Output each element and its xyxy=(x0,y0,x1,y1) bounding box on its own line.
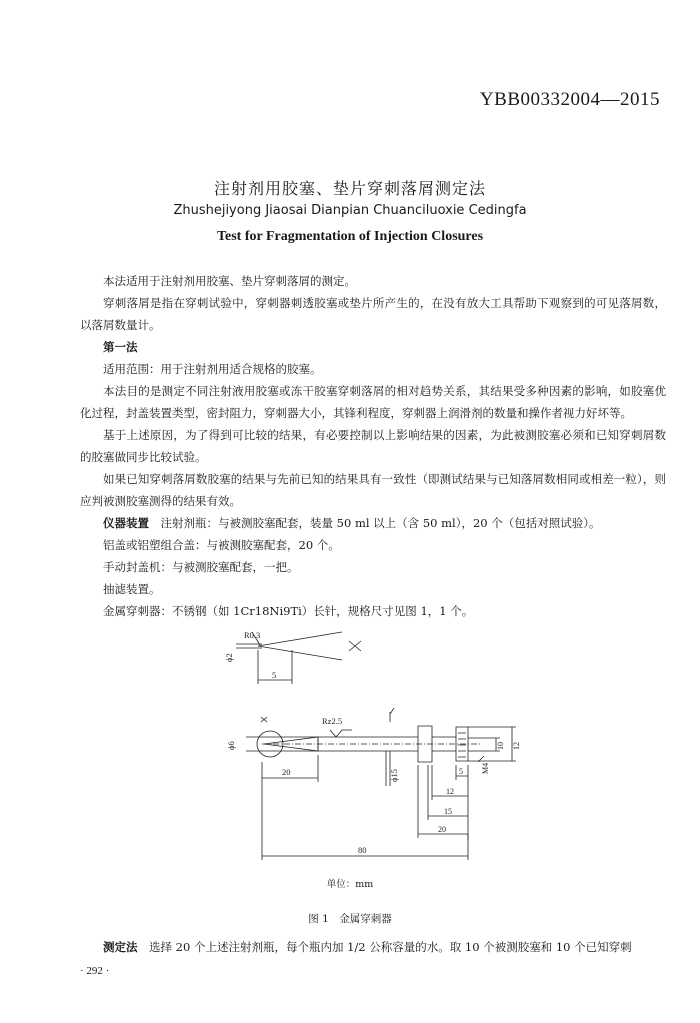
tip-detail-outline xyxy=(258,632,342,660)
apparatus-label: 仪器装置 xyxy=(103,516,149,530)
procedure-label: 测定法 xyxy=(103,940,138,954)
heading-method-1 xyxy=(80,336,666,358)
dim-length-12: 12 xyxy=(446,787,454,796)
detail-mark-cross xyxy=(261,717,267,722)
paragraph-procedure xyxy=(80,936,666,958)
standard-number: YBB00332004—2015 xyxy=(479,89,660,110)
figure-unit: 单位：mm xyxy=(326,879,374,890)
dim-hub-10: 10 xyxy=(496,742,505,750)
dim-thread: M4 xyxy=(481,762,490,774)
reference-arrow xyxy=(390,708,394,722)
title-chinese: 注射剂用胶塞、垫片穿刺落屑测定法 xyxy=(213,179,486,198)
dim-length-20: 20 xyxy=(438,825,446,834)
paragraph-validity: 如果已知穿刺落屑数胶塞的结果与先前已知的结果具有一致性（即测试结果与已知落屑数相同或相差一粒），则应判被测胶塞测得的结果有效。 xyxy=(80,472,666,508)
paragraph-definition: 穿刺落屑是指在穿刺试验中，穿刺器刺透胶塞或垫片所产生的，在没有放大工具帮助下观察到的可见落屑数，以落屑数量计。 xyxy=(80,296,666,332)
page-number: · 292 · xyxy=(80,965,110,977)
roughness-mark xyxy=(330,730,352,737)
hub-len-5-lines xyxy=(456,765,468,840)
paragraph-purpose: 本法目的是测定不同注射液用胶塞或冻干胶塞穿刺落屑的相对趋势关系，其结果受多种因素的影响，如胶塞优化过程，封盖装置类型，密封阻力，穿刺器大小，其锋利程度，穿刺器上润滑剂的数量和操作者视力好坏等。 xyxy=(80,384,666,420)
paragraph-control: 基于上述原因，为了得到可比较的结果，有必要控制以上影响结果的因素，为此被测胶塞必须和已知穿刺屑数的胶塞做同步比较试验。 xyxy=(80,428,666,464)
procedure-text: 选择 20 个上述注射剂瓶，每个瓶内加 1/2 公称容量的水。取 10 个被测胶塞和 10 个已知穿刺 xyxy=(149,940,632,954)
title-english: Test for Fragmentation of Injection Closures xyxy=(216,229,484,244)
hub-thread xyxy=(458,733,466,757)
paragraph-caps: 铝盖或铝塑组合盖：与被测胶塞配套，20 个。 xyxy=(103,538,340,552)
dim-length-15: 15 xyxy=(444,807,452,816)
paragraph-apparatus xyxy=(80,512,666,534)
paragraph-applicability: 适用范围：用于注射剂用适合规格的胶塞。 xyxy=(103,362,322,376)
dim-total-length: 80 xyxy=(358,845,367,855)
paragraph-needle: 金属穿刺器：不锈钢（如 1Cr18Ni9Ti）长针，规格尺寸见图 1，1 个。 xyxy=(103,604,474,618)
dim-cone-length: 20 xyxy=(282,767,291,777)
title-pinyin: Zhushejiyong Jiaosai Dianpian Chuanciluoxie Cedingfa xyxy=(173,203,527,218)
dim-tip-radius: R0.3 xyxy=(244,630,261,640)
dim-tip-length: 5 xyxy=(272,670,277,680)
dim-roughness: Rz2.5 xyxy=(322,716,343,726)
dim-hub-length-5: 5 xyxy=(459,767,463,776)
method-1-label: 第一法 xyxy=(103,340,138,354)
figure-caption: 图 1 金属穿刺器 xyxy=(308,913,392,925)
dim-hub-12: 12 xyxy=(512,742,521,750)
apparatus-vials: 注射剂瓶：与被测胶塞配套，装量 50 ml 以上（含 50 ml），20 个（包括对照试验）。 xyxy=(160,516,601,530)
dim-tip-diameter: ϕ2 xyxy=(224,653,234,662)
paragraph-crimper: 手动封盖机：与被测胶塞配套，一把。 xyxy=(103,560,299,574)
tip-center-mark xyxy=(349,641,361,651)
paragraph-filtration: 抽滤装置。 xyxy=(103,582,161,596)
dim-shaft-diameter: ϕ6 xyxy=(226,741,236,750)
dim-diameter-15: ϕ15 xyxy=(389,769,399,782)
paragraph-scope: 本法适用于注射剂用胶塞、垫片穿刺落屑的测定。 xyxy=(103,274,356,288)
needle-drawing xyxy=(0,620,700,870)
body-text xyxy=(80,270,666,622)
